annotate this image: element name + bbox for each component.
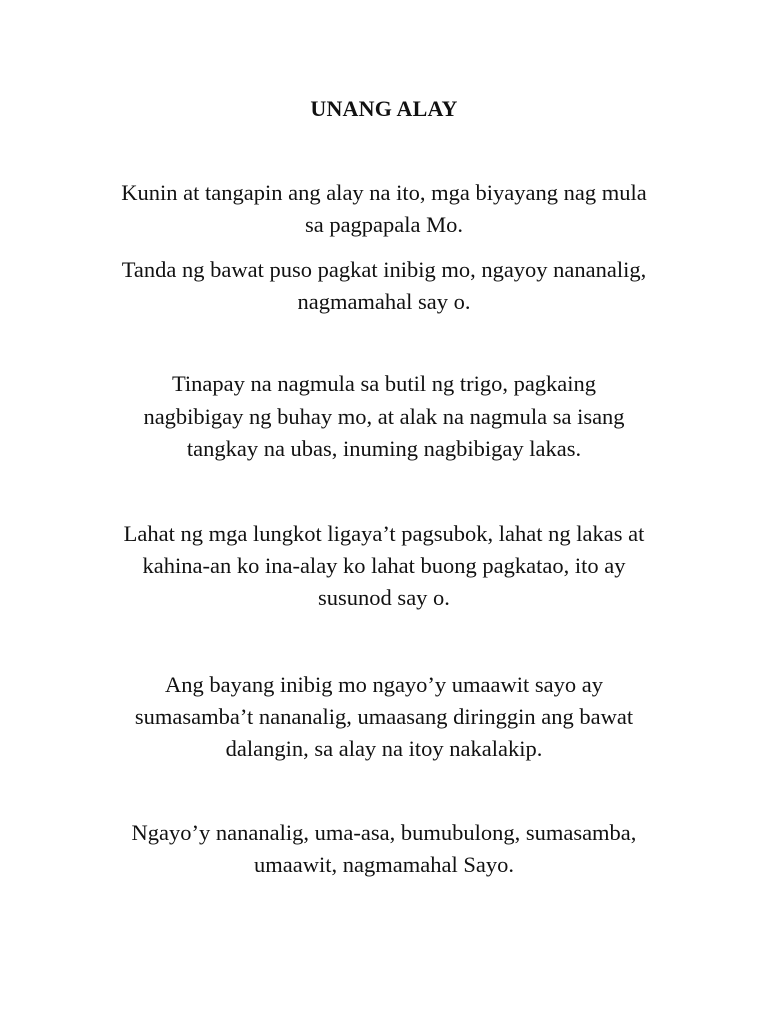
poem-title: UNANG ALAY — [310, 96, 458, 121]
poem-line: Tanda ng bawat puso pagkat inibig mo, ngayoy nananalig, — [121, 257, 647, 282]
poem-line: Tinapay na nagmula sa butil ng trigo, pagkaing — [171, 371, 597, 396]
poem-line: tangkay na ubas, inuming nagbibigay lakas. — [186, 436, 582, 461]
poem-line: umaawit, nagmamahal Sayo. — [254, 852, 514, 877]
poem-line: Kunin at tangapin ang alay na ito, mga biyayang nag mula — [121, 180, 647, 205]
poem-line: nagbibigay ng buhay mo, at alak na nagmula sa isang — [143, 404, 625, 429]
poem-line: nagmamahal say o. — [297, 289, 471, 314]
poem-line: sa pagpapala Mo. — [304, 212, 464, 237]
poem-line: Ngayo’y nananalig, uma-asa, bumubulong, sumasamba, — [131, 820, 637, 845]
poem-line: susunod say o. — [318, 585, 450, 610]
poem-line: sumasamba’t nananalig, umaasang diringgin ang bawat — [134, 704, 634, 729]
poem-line: Ang bayang inibig mo ngayo’y umaawit sayo ay — [164, 672, 604, 697]
poem-line: kahina-an ko ina-alay ko lahat buong pagkatao, ito ay — [142, 553, 626, 578]
poem-line: Lahat ng mga lungkot ligaya’t pagsubok, lahat ng lakas at — [123, 521, 645, 546]
poem-line: dalangin, sa alay na itoy nakalakip. — [225, 736, 543, 761]
